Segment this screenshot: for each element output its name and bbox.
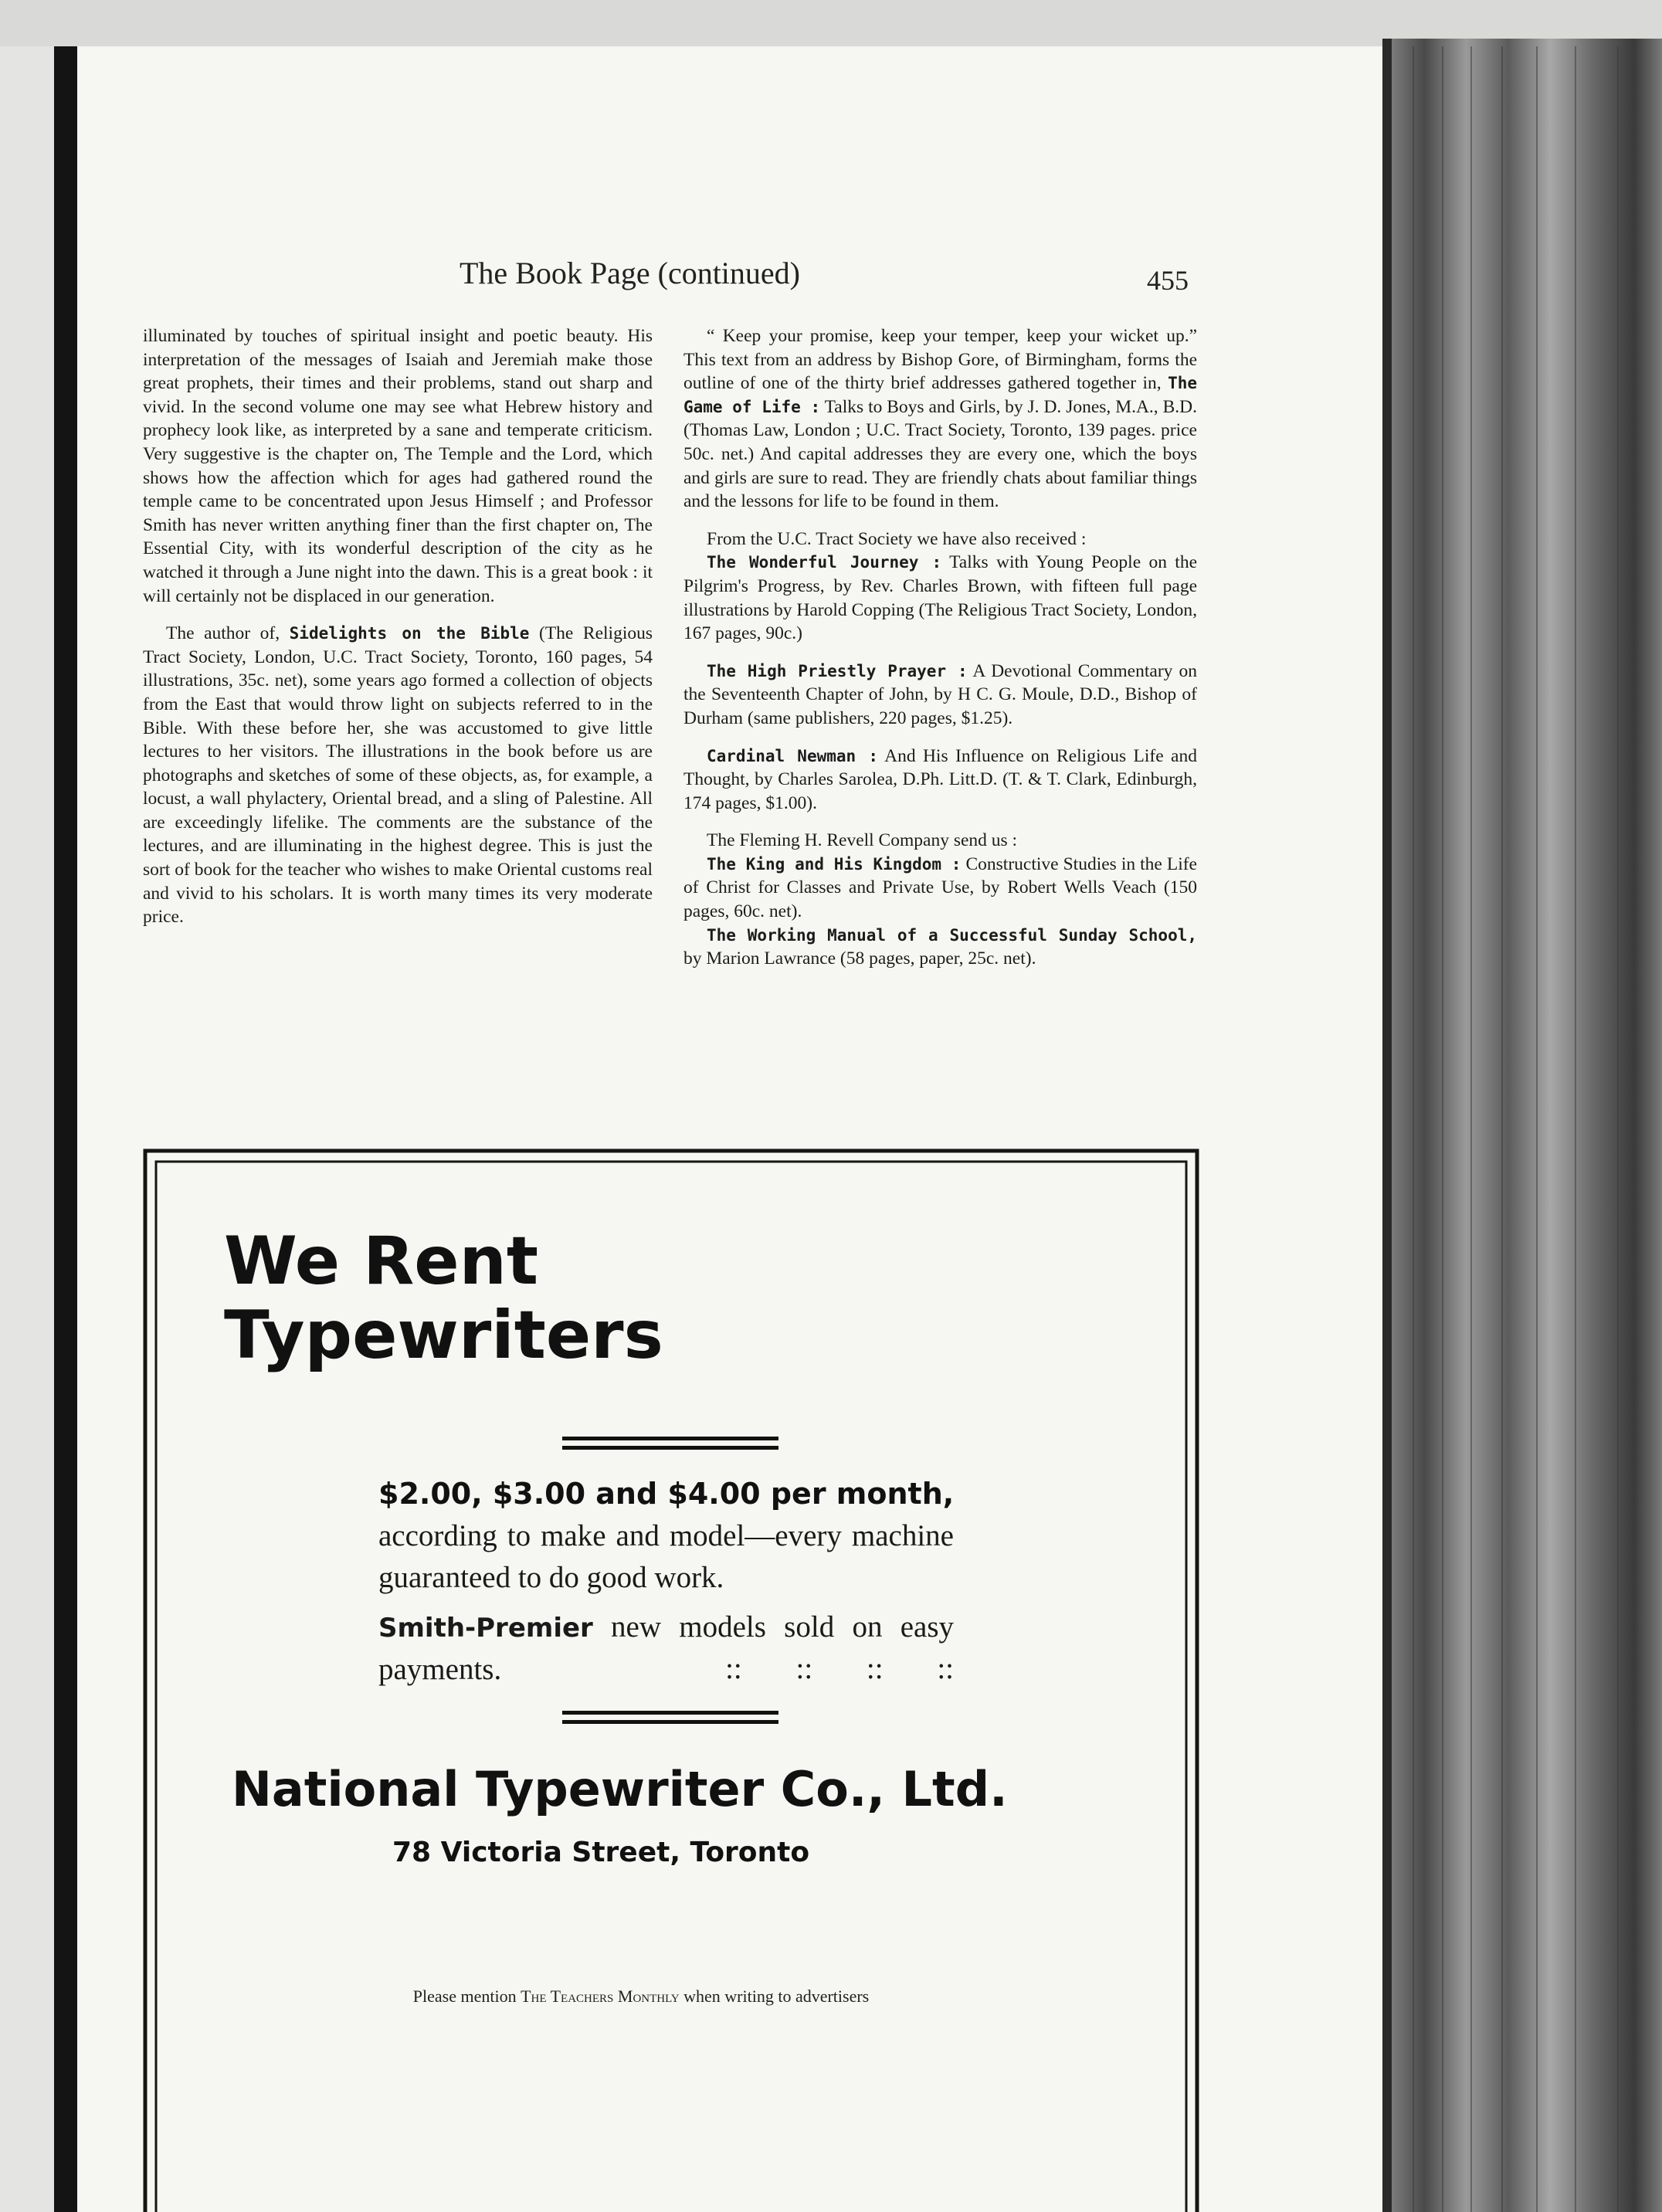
book-title: The Wonderful Journey :: [707, 553, 942, 572]
book-title: Cardinal Newman :: [707, 746, 878, 765]
ad-divider: [562, 1720, 778, 1724]
ad-ornament: :: :: :: ::: [725, 1652, 954, 1685]
right-paragraph: The High Priestly Prayer : A Devotional Commentary on the Seventeenth Chapter of John, by H C. G. Moule, D.D., Bishop of Durham (same publishers, 220 pages, $1.25).: [683, 660, 1197, 728]
right-paragraph: The Wonderful Journey : Talks with Young People on the Pilgrim's Progress, by Rev. Charles Brown, with fifteen full page illustrations by Harold Copping (The Religious Tract Society, London, 167 pages, 90c.): [683, 552, 1198, 644]
right-paragraph: The Fleming H. Revell Company send us :: [707, 830, 1018, 851]
ad-brand-line: Smith-Premier new models sold on easy payments. :: :: :: ::: [378, 1606, 954, 1691]
ad-price: $2.00, $3.00 and $4.00 per month,: [378, 1477, 955, 1511]
book-title: The High Priestly Prayer :: [707, 661, 968, 680]
left-paragraph: The author of, Sidelights on the Bible (The Religious Tract Society, London, U.C. Tract Society, Toronto, 160 pages, 54 illustrations, 35c. net), some years ago formed a collection of objects from the East that would throw light on subjects referred to in the Bible. With these before her, she was accustomed to give little lectures to her visitors. The illustrations in the book before us are photographs and sketches of some of these objects, as, for example, a locust, a wall phylactery, Oriental bread, and a sling of Palestine. All are exceedingly lifelike. The comments are the substance of the lectures, and are illuminating in the highest degree. This is just the sort of book for the teacher who wishes to make Oriental customs real and vivid to his scholars. It is worth many times its very moderate price.: [143, 623, 653, 928]
right-paragraph: “ Keep your promise, keep your temper, keep your wicket up.” This text from an address by Bishop Gore, of Birmingham, forms the outline of one of the thirty brief addresses gathered together in, The Game of Life : Talks to Boys and Girls, by J. D. Jones, M.A., B.D. (Thomas Law, London ; U.C. Tract Society, Toronto, 139 pages. price 50c. net.) And capital addresses they are every one, which the boys and girls are sure to read. They are friendly chats about familiar things and the lessons for life to be found in them.: [683, 326, 1197, 512]
ad-divider: [562, 1446, 778, 1450]
book-title: The Working Manual of a Successful Sunday School,: [707, 925, 1197, 945]
ad-offer: according to make and model—every machine guaranteed to do good work.: [378, 1519, 954, 1594]
page-header-title: The Book Page (continued): [460, 256, 800, 290]
right-column: [683, 324, 1197, 971]
gutter-shadow: [54, 46, 77, 2212]
ad-divider: [562, 1711, 778, 1715]
page-number: 455: [1147, 265, 1189, 296]
page-edges: [1382, 39, 1662, 2212]
ad-company: National Typewriter Co., Ltd.: [232, 1761, 1008, 1817]
right-paragraph: Cardinal Newman : And His Influence on Religious Life and Thought, by Charles Sarolea, D.Ph. Litt.D. (T. & T. Clark, Edinburgh, 174 pages, $1.00).: [683, 745, 1197, 813]
right-paragraph: From the U.C. Tract Society we have also received :: [707, 528, 1087, 549]
book-title: The Game of Life :: [683, 374, 1197, 416]
facing-page-strip: [0, 46, 54, 2212]
ad-address: 78 Victoria Street, Toronto: [392, 1837, 810, 1868]
ad-headline: We Rent Typewriters: [224, 1223, 663, 1374]
left-paragraph: illuminated by touches of spiritual insight and poetic beauty. His interpretation of the messages of Isaiah and Jeremiah make those great prophets, their times and their problems, stand out sharp and vivid. In the second volume one may see what Hebrew history and prophecy look like, as interpreted by a sane and temperate criticism. Very suggestive is the chapter on, The Temple and the Lord, which shows how the affection which for ages had gathered round the temple came to be concentrated upon Jesus Himself ; and Professor Smith has never written anything finer than the first chapter on, The Essential City, with its wonderful description of the city as he watched it through a June night into the dawn. This is a great book : it will certainly not be displaced in our generation.: [143, 326, 653, 606]
right-paragraph: The Working Manual of a Successful Sunday School, by Marion Lawrance (58 pages, paper, 25c. net).: [683, 925, 1197, 969]
publication-name: The Teachers Monthly: [521, 1986, 680, 2006]
footer-note: Please mention The Teachers Monthly when writing to advertisers: [412, 1986, 870, 2006]
book-title: Sidelights on the Bible: [289, 624, 530, 643]
book-title: The King and His Kingdom :: [707, 854, 962, 874]
left-column: [143, 324, 653, 929]
right-paragraph: The King and His Kingdom : Constructive Studies in the Life of Christ for Classes and Private Use, by Robert Wells Veach (150 pages, 60c. net).: [683, 853, 1197, 922]
ad-divider: [562, 1437, 778, 1440]
ad-brand: Smith-Premier: [378, 1613, 593, 1644]
